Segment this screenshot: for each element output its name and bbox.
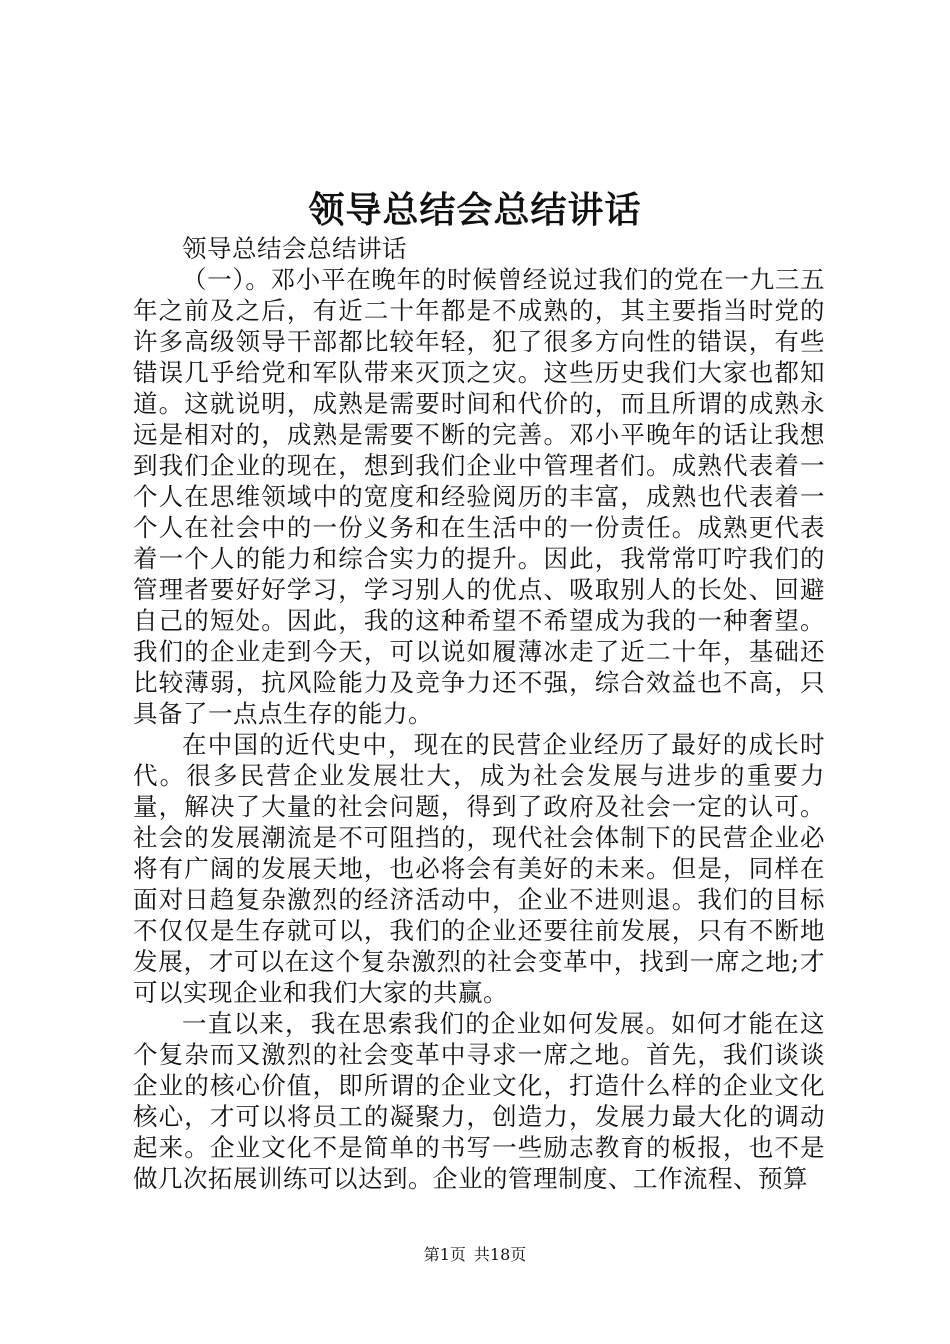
paragraph-3: 一直以来，我在思索我们的企业如何发展。如何才能在这个复杂而又激烈的社会变革中寻求一席之地。首先，我们谈谈企业的核心价值，即所谓的企业文化，打造什么样的企业文化核心，才可以将员工的凝聚力，创造力，发展力最大化的调动起来。企业文化不是简单的书写一些励志教育的板报，也不是做几次拓展训练可以达到。企业的管理制度、工作流程、预算 xyxy=(133,1009,825,1193)
document-subtitle: 领导总结会总结讲话 xyxy=(182,234,407,263)
paragraph-2: 在中国的近代史中，现在的民营企业经历了最好的成长时代。很多民营企业发展壮大，成为社会发展与进步的重要力量，解决了大量的社会问题，得到了政府及社会一定的认可。社会的发展潮流是不可阻挡的，现代社会体制下的民营企业必将有广阔的发展天地，也必将会有美好的未来。但是，同样在面对日趋复杂激烈的经济活动中，企业不进则退。我们的目标不仅仅是生存就可以，我们的企业还要往前发展，只有不断地发展，才可以在这个复杂激烈的社会变革中，找到一席之地;才可以实现企业和我们大家的共赢。 xyxy=(133,730,825,1007)
page-total: 共18页 xyxy=(473,1245,527,1264)
page-number: 第1页 xyxy=(423,1245,466,1264)
document-title: 领导总结会总结讲话 xyxy=(308,189,642,231)
paragraph-1: （一）。邓小平在晚年的时候曾经说过我们的党在一九三五年之前及之后，有近二十年都是不成熟的，其主要指当时党的许多高级领导干部都比较年轻，犯了很多方向性的错误，有些错误几乎给党和军队带来灭顶之灾。这些历史我们大家也都知道。这就说明，成熟是需要时间和代价的，而且所谓的成熟永远是相对的，成熟是需要不断的完善。邓小平晚年的话让我想到我们企业的现在，想到我们企业中管理者们。成熟代表着一个人在思维领域中的宽度和经验阅历的丰富，成熟也代表着一个人在社会中的一份义务和在生活中的一份责任。成熟更代表着一个人的能力和综合实力的提升。因此，我常常叮咛我们的管理者要好好学习，学习别人的优点、吸取别人的长处、回避自己的短处。因此，我的这种希望不希望成为我的一种奢望。我们的企业走到今天，可以说如履薄冰走了近二十年，基础还比较薄弱，抗风险能力及竞争力还不强，综合效益也不高，只具备了一点点生存的能力。 xyxy=(133,265,825,728)
document-body xyxy=(133,233,825,1194)
page-footer xyxy=(0,1244,950,1266)
